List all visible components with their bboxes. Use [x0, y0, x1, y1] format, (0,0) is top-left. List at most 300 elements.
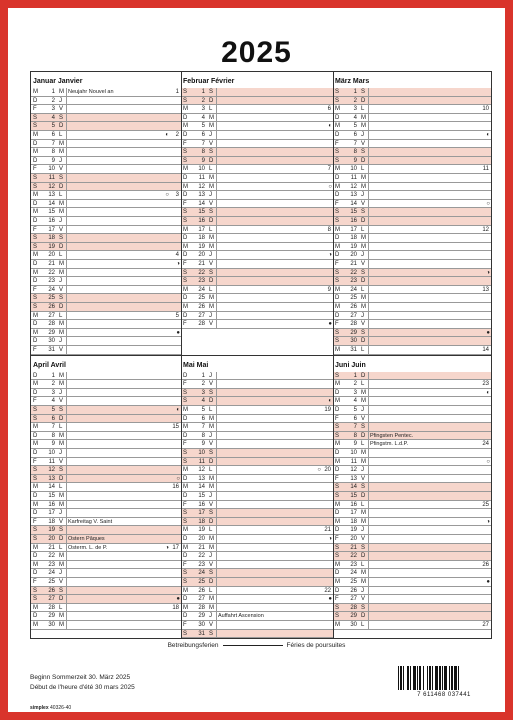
- week-number: 18: [172, 604, 179, 611]
- column-divider: [368, 449, 369, 457]
- weekday-de: M: [183, 406, 188, 413]
- weekday-fr: M: [209, 175, 214, 181]
- day-row: [181, 294, 333, 303]
- day-row: [181, 415, 333, 424]
- day-number: 9: [51, 157, 55, 164]
- day-number: 20: [48, 535, 55, 542]
- weekday-fr: J: [59, 338, 62, 345]
- week-number: 21: [324, 527, 331, 534]
- day-number: 21: [48, 544, 55, 551]
- weekday-de: D: [183, 415, 188, 422]
- weekday-de: S: [33, 304, 38, 310]
- weekday-fr: S: [209, 389, 214, 396]
- weekday-de: S: [33, 183, 38, 190]
- column-divider: [216, 449, 217, 457]
- weekday-de: S: [335, 484, 340, 491]
- weekday-de: M: [335, 286, 340, 293]
- weekday-fr: M: [59, 441, 64, 448]
- weekday-fr: L: [361, 226, 365, 233]
- weekday-fr: L: [209, 226, 213, 233]
- column-divider: [368, 492, 369, 500]
- weekday-fr: D: [59, 243, 64, 250]
- day-row: [181, 518, 333, 527]
- day-row: [31, 243, 181, 252]
- day-number: 4: [201, 114, 205, 121]
- day-number: 9: [51, 441, 55, 448]
- weekday-de: M: [183, 527, 188, 534]
- day-number: 23: [48, 278, 55, 285]
- day-row: [333, 294, 491, 303]
- weekday-de: S: [335, 209, 340, 216]
- weekday-fr: L: [59, 312, 63, 319]
- weekday-fr: M: [361, 304, 366, 310]
- weekday-de: D: [33, 372, 38, 379]
- weekday-de: D: [335, 527, 340, 534]
- day-number: 15: [350, 492, 357, 499]
- weekday-de: S: [33, 406, 38, 413]
- weekday-fr: M: [361, 458, 366, 465]
- column-divider: [368, 346, 369, 354]
- week-number: 1: [175, 89, 179, 95]
- day-number: 29: [48, 613, 55, 620]
- day-number: 10: [350, 449, 357, 456]
- day-number: 8: [51, 432, 55, 439]
- weekday-de: D: [335, 570, 340, 577]
- column-divider: [66, 501, 67, 509]
- day-row: [181, 243, 333, 252]
- weekday-fr: L: [361, 166, 365, 173]
- column-divider: [66, 174, 67, 182]
- day-number: 23: [48, 561, 55, 568]
- day-row: [333, 518, 491, 527]
- weekday-de: D: [335, 406, 340, 413]
- weekday-fr: M: [59, 501, 64, 508]
- weekday-fr: V: [209, 621, 214, 628]
- weekday-de: S: [33, 587, 38, 594]
- weekday-de: M: [183, 243, 188, 250]
- barcode-bar: [439, 666, 441, 690]
- weekday-de: M: [33, 89, 38, 95]
- moon-phase-icon: ◐: [176, 406, 180, 413]
- day-number: 25: [350, 578, 357, 585]
- weekday-de: M: [183, 467, 188, 474]
- day-number: 25: [198, 578, 205, 585]
- column-divider: [66, 226, 67, 234]
- day-row: [31, 329, 181, 338]
- day-row: [181, 234, 333, 243]
- day-row: [31, 122, 181, 131]
- column-divider: [216, 535, 217, 543]
- weekday-fr: M: [59, 329, 64, 336]
- weekday-de: M: [335, 226, 340, 233]
- day-row: [181, 148, 333, 157]
- day-number: 18: [198, 235, 205, 242]
- column-divider: [66, 243, 67, 251]
- day-row: [31, 148, 181, 157]
- column-divider: [216, 131, 217, 139]
- weekday-de: M: [335, 518, 340, 525]
- day-row: [31, 612, 181, 621]
- day-row: [31, 200, 181, 209]
- day-number: 1: [51, 372, 55, 379]
- day-row: [31, 595, 181, 604]
- weekday-fr: L: [209, 587, 213, 594]
- day-row: [333, 157, 491, 166]
- week-number: 7: [327, 166, 331, 173]
- day-row: [333, 114, 491, 123]
- column-divider: [368, 165, 369, 173]
- day-row: [333, 277, 491, 286]
- weekday-fr: D: [361, 338, 366, 345]
- day-row: [31, 518, 181, 527]
- day-row: [181, 372, 333, 381]
- day-row: [181, 535, 333, 544]
- weekday-de: M: [335, 166, 340, 173]
- day-row: [333, 243, 491, 252]
- column-divider: [368, 569, 369, 577]
- day-row: [31, 587, 181, 596]
- day-number: 6: [353, 132, 357, 138]
- weekday-de: S: [33, 475, 38, 482]
- column-divider: [66, 518, 67, 526]
- weekday-de: D: [183, 192, 188, 199]
- weekday-fr: M: [59, 149, 64, 156]
- column-divider: [368, 303, 369, 311]
- column-divider: [216, 251, 217, 259]
- weekday-de: S: [335, 278, 340, 285]
- day-number: 2: [51, 381, 55, 388]
- weekday-fr: J: [59, 389, 62, 396]
- weekday-fr: S: [361, 604, 366, 611]
- day-number: 18: [48, 518, 55, 525]
- day-number: 6: [51, 415, 55, 422]
- day-row: [333, 466, 491, 475]
- day-number: 17: [350, 510, 357, 517]
- column-divider: [66, 440, 67, 448]
- weekday-de: D: [33, 492, 38, 499]
- weekday-fr: J: [59, 510, 62, 517]
- weekday-de: M: [33, 441, 38, 448]
- column-divider: [368, 518, 369, 526]
- day-row: [31, 114, 181, 123]
- column-divider: [368, 191, 369, 199]
- weekday-de: D: [335, 389, 340, 396]
- weekday-de: S: [183, 398, 188, 405]
- column-divider: [368, 277, 369, 285]
- weekday-fr: D: [361, 218, 366, 224]
- moon-phase-icon: ○: [165, 192, 169, 199]
- day-row: [31, 380, 181, 389]
- day-row: [333, 105, 491, 114]
- day-number: 20: [198, 535, 205, 542]
- day-row: [31, 604, 181, 613]
- day-row: [333, 269, 491, 278]
- weekday-fr: M: [59, 561, 64, 568]
- weekday-fr: S: [59, 175, 64, 181]
- day-number: 13: [198, 192, 205, 199]
- weekday-de: D: [183, 492, 188, 499]
- weekday-de: D: [33, 278, 38, 285]
- day-number: 25: [48, 295, 55, 302]
- column-divider: [66, 183, 67, 191]
- day-row: [333, 612, 491, 621]
- column-divider: [66, 294, 67, 302]
- year-title: 2025: [221, 36, 292, 69]
- weekday-de: D: [183, 114, 188, 121]
- weekday-de: S: [33, 175, 38, 181]
- day-number: 23: [350, 278, 357, 285]
- weekday-fr: D: [209, 97, 214, 104]
- column-divider: [216, 483, 217, 491]
- weekday-fr: V: [209, 441, 214, 448]
- weekday-de: M: [33, 192, 38, 199]
- weekday-de: M: [335, 458, 340, 465]
- day-row: [333, 286, 491, 295]
- weekday-fr: D: [209, 398, 214, 405]
- day-row: [333, 346, 491, 355]
- column-divider: [66, 466, 67, 474]
- weekday-de: D: [183, 252, 188, 259]
- day-number: 16: [350, 501, 357, 508]
- day-row: [181, 208, 333, 217]
- column-divider: [368, 320, 369, 328]
- weekday-fr: S: [59, 467, 64, 474]
- weekday-de: S: [33, 243, 38, 250]
- day-row: [181, 251, 333, 260]
- day-row: [31, 423, 181, 432]
- column-divider: [66, 595, 67, 603]
- weekday-de: S: [335, 372, 340, 379]
- day-row: [181, 483, 333, 492]
- day-number: 15: [48, 209, 55, 216]
- day-row: [181, 277, 333, 286]
- weekday-fr: S: [209, 449, 214, 456]
- day-row: [333, 97, 491, 106]
- weekday-fr: D: [59, 596, 64, 603]
- weekday-fr: M: [209, 596, 214, 603]
- day-row: [31, 397, 181, 406]
- day-row: [181, 630, 333, 639]
- moon-phase-icon: ●: [328, 596, 332, 603]
- weekday-de: M: [335, 621, 340, 628]
- weekday-de: D: [33, 97, 38, 104]
- weekday-fr: S: [361, 544, 366, 551]
- day-row: [31, 483, 181, 492]
- column-divider: [368, 148, 369, 156]
- brand-name: simplex: [30, 705, 49, 711]
- day-number: 24: [198, 570, 205, 577]
- weekday-fr: D: [361, 97, 366, 104]
- column-divider: [216, 294, 217, 302]
- day-number: 23: [198, 278, 205, 285]
- day-number: 7: [201, 140, 205, 147]
- weekday-fr: M: [361, 398, 366, 405]
- day-row: [31, 569, 181, 578]
- weekday-fr: S: [209, 630, 214, 637]
- column-divider: [216, 466, 217, 474]
- weekday-fr: V: [361, 475, 366, 482]
- column-divider: [66, 621, 67, 629]
- weekday-de: M: [335, 441, 340, 448]
- day-number: 6: [51, 132, 55, 138]
- day-number: 11: [198, 458, 205, 465]
- weekday-de: D: [33, 432, 38, 439]
- column-divider: [368, 415, 369, 423]
- weekday-de: M: [33, 501, 38, 508]
- day-row: [31, 526, 181, 535]
- weekday-de: D: [33, 613, 38, 620]
- weekday-fr: M: [209, 604, 214, 611]
- weekday-de: D: [33, 200, 38, 207]
- weekday-de: D: [183, 553, 188, 560]
- day-number: 5: [51, 406, 55, 413]
- moon-phase-icon: ◑: [486, 269, 490, 276]
- weekday-de: M: [335, 398, 340, 405]
- moon-phase-icon: ●: [486, 578, 490, 585]
- barcode-bar: [413, 666, 416, 690]
- day-row: [181, 475, 333, 484]
- weekday-de: S: [183, 578, 188, 585]
- day-row: [181, 174, 333, 183]
- day-number: 28: [350, 321, 357, 328]
- weekday-fr: M: [59, 200, 64, 207]
- column-divider: [368, 458, 369, 466]
- weekday-fr: L: [59, 192, 63, 199]
- column-divider: [216, 234, 217, 242]
- day-row: [181, 466, 333, 475]
- weekday-fr: M: [209, 123, 214, 130]
- day-number: 10: [48, 449, 55, 456]
- weekday-fr: M: [59, 621, 64, 628]
- column-divider: [66, 492, 67, 500]
- weekday-de: D: [183, 132, 188, 138]
- weekday-de: D: [335, 114, 340, 121]
- day-number: 29: [350, 329, 357, 336]
- column-divider: [368, 88, 369, 96]
- weekday-fr: S: [361, 269, 366, 276]
- day-number: 12: [198, 467, 205, 474]
- weekday-fr: V: [361, 261, 366, 267]
- column-divider: [368, 501, 369, 509]
- day-number: 18: [48, 235, 55, 242]
- column-divider: [216, 389, 217, 397]
- moon-phase-icon: ○: [176, 475, 180, 482]
- day-number: 24: [198, 286, 205, 293]
- day-number: 20: [198, 252, 205, 259]
- day-number: 9: [353, 157, 357, 164]
- weekday-fr: D: [59, 535, 64, 542]
- column-divider: [216, 492, 217, 500]
- column-divider: [368, 604, 369, 612]
- column-divider: [368, 174, 369, 182]
- column-divider: [216, 88, 217, 96]
- day-row: [333, 131, 491, 140]
- weekday-fr: S: [361, 149, 366, 156]
- column-divider: [66, 372, 67, 380]
- day-number: 8: [51, 149, 55, 156]
- weekday-fr: J: [59, 157, 62, 164]
- column-divider: [216, 105, 217, 113]
- weekday-fr: D: [209, 218, 214, 224]
- weekday-de: F: [183, 441, 187, 448]
- day-row: [31, 294, 181, 303]
- day-number: 27: [350, 596, 357, 603]
- weekday-de: D: [183, 295, 188, 302]
- column-divider: [368, 251, 369, 259]
- column-divider: [66, 569, 67, 577]
- column-divider: [66, 406, 67, 414]
- day-row: [181, 217, 333, 226]
- day-number: 5: [353, 123, 357, 130]
- column-divider: [216, 226, 217, 234]
- weekday-de: S: [335, 544, 340, 551]
- day-row: [333, 449, 491, 458]
- column-divider: [368, 140, 369, 148]
- day-row: [181, 587, 333, 596]
- weekday-de: S: [183, 458, 188, 465]
- column-divider: [216, 544, 217, 552]
- column-divider: [216, 587, 217, 595]
- column-divider: [66, 217, 67, 225]
- weekday-de: M: [33, 149, 38, 156]
- weekday-de: F: [33, 226, 37, 233]
- weekday-de: S: [183, 97, 188, 104]
- column-divider: [66, 458, 67, 466]
- column-divider: [368, 131, 369, 139]
- barcode-bar: [432, 666, 433, 690]
- weekday-fr: V: [209, 140, 214, 147]
- column-divider: [66, 432, 67, 440]
- weekday-de: F: [33, 106, 37, 113]
- weekday-de: D: [183, 312, 188, 319]
- weekday-fr: J: [209, 432, 212, 439]
- weekday-fr: M: [361, 183, 366, 190]
- weekday-fr: M: [361, 578, 366, 585]
- day-number: 1: [51, 89, 55, 95]
- column-divider: [216, 148, 217, 156]
- weekday-fr: M: [59, 432, 64, 439]
- column-divider: [66, 329, 67, 337]
- day-number: 13: [198, 475, 205, 482]
- day-number: 13: [350, 475, 357, 482]
- weekday-de: M: [183, 226, 188, 233]
- weekday-fr: M: [209, 243, 214, 250]
- day-row: [31, 535, 181, 544]
- day-row: [333, 174, 491, 183]
- weekday-fr: L: [361, 501, 365, 508]
- weekday-fr: J: [209, 613, 212, 620]
- week-number: 25: [482, 501, 489, 508]
- day-number: 24: [48, 286, 55, 293]
- day-row: [181, 380, 333, 389]
- day-number: 25: [198, 295, 205, 302]
- day-row: [333, 415, 491, 424]
- column-divider: [368, 380, 369, 388]
- day-number: 19: [48, 243, 55, 250]
- weekday-de: F: [33, 578, 37, 585]
- day-row: [31, 406, 181, 415]
- day-row: [31, 157, 181, 166]
- day-number: 4: [353, 398, 357, 405]
- day-row: [181, 578, 333, 587]
- weekday-de: S: [33, 467, 38, 474]
- day-number: 27: [198, 596, 205, 603]
- weekday-fr: L: [361, 347, 365, 353]
- month-header: Mai Mai: [183, 361, 209, 369]
- column-divider: [368, 475, 369, 483]
- weekday-fr: S: [59, 587, 64, 594]
- weekday-de: S: [183, 449, 188, 456]
